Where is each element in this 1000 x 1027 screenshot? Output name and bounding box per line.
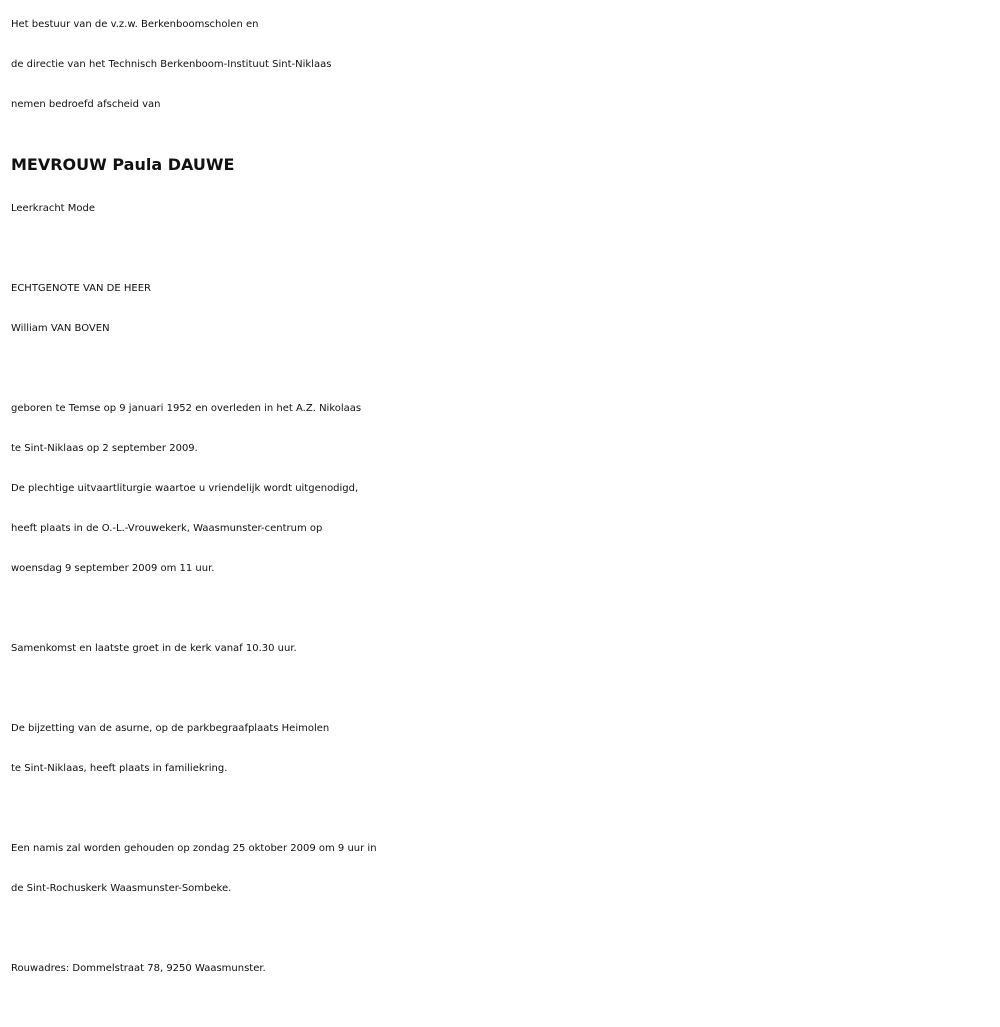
spacer	[11, 669, 996, 709]
intro-block	[11, 5, 996, 125]
mass-line: Een namis zal worden gehouden op zondag 25 oktober 2009 om 9 uur in	[11, 843, 377, 854]
mass-line: de Sint-Rochuskerk Waasmunster-Sombeke.	[11, 883, 232, 894]
spacer	[11, 229, 996, 269]
details-line: woensdag 9 september 2009 om 11 uur.	[11, 563, 215, 574]
gathering-line: Samenkomst en laatste groet in de kerk vanaf 10.30 uur.	[11, 643, 297, 654]
deceased-name: MEVROUW Paula DAUWE	[11, 155, 235, 174]
spouse-name: William VAN BOVEN	[11, 323, 110, 334]
spouse-heading: ECHTGENOTE VAN DE HEER	[11, 283, 151, 294]
spacer	[11, 349, 996, 389]
mass-block	[11, 829, 996, 909]
mourning-address: Rouwadres: Dommelstraat 78, 9250 Waasmunster.	[11, 963, 266, 974]
intro-line: Het bestuur van de v.z.w. Berkenboomscholen en	[11, 19, 259, 30]
spacer	[11, 909, 996, 949]
intro-line: nemen bedroefd afscheid van	[11, 99, 161, 110]
burial-block	[11, 709, 996, 789]
spacer	[11, 589, 996, 629]
details-line: te Sint-Niklaas op 2 september 2009.	[11, 443, 198, 454]
burial-line: te Sint-Niklaas, heeft plaats in familiekring.	[11, 763, 228, 774]
burial-line: De bijzetting van de asurne, op de parkbegraafplaats Heimolen	[11, 723, 330, 734]
details-line: De plechtige uitvaartliturgie waartoe u vriendelijk wordt uitgenodigd,	[11, 483, 359, 494]
deceased-role: Leerkracht Mode	[11, 203, 96, 214]
details-block	[11, 389, 996, 589]
intro-line: de directie van het Technisch Berkenboom-Instituut Sint-Niklaas	[11, 59, 332, 70]
details-line: geboren te Temse op 9 januari 1952 en overleden in het A.Z. Nikolaas	[11, 403, 362, 414]
spacer	[11, 789, 996, 829]
obituary-notice	[11, 0, 996, 989]
details-line: heeft plaats in de O.-L.-Vrouwekerk, Waasmunster-centrum op	[11, 523, 323, 534]
